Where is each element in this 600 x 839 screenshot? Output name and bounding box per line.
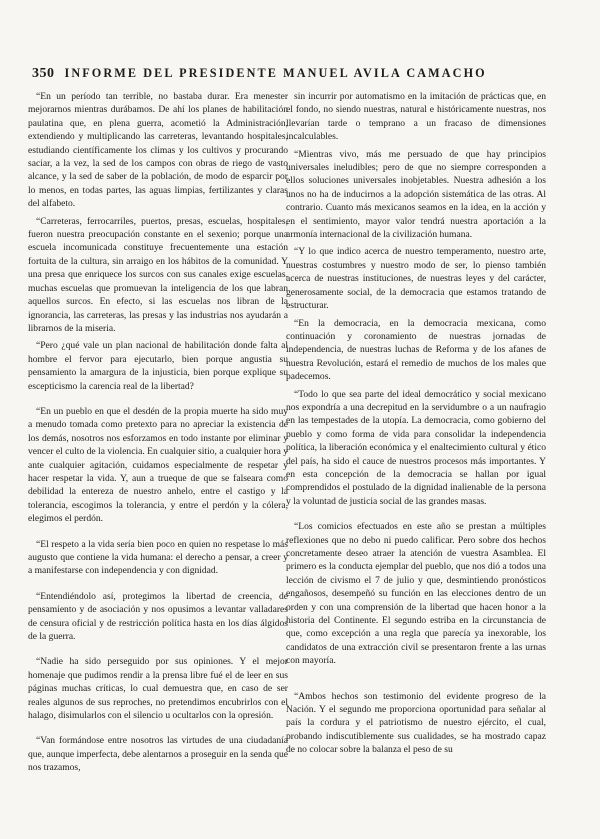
paragraph: “En un período tan terrible, no bastaba durar. Era menester mejorarnos mientras durábamos. De ahí los planes de habilitación paulatina que, en plena guerra, acometió la Administración, extendiendo y multiplicando las carreteras, levantando hospitales, estudiando científicamente los climas y los cultivos y procurando saciar, a la vez, la sed de los campos con obras de riego de vasto alcance, y la sed de saber de la población, de modo de esparcir por lo menos, en todas partes, las aguas limpias, fertilizantes y claras del alfabeto. [28,91,288,210]
paragraph: “Van formándose entre nosotros las virtudes de una ciudadanía que, aunque imperfecta, debe alentarnos a proseguir en la senda que nos trazamos, [28,735,288,774]
paragraph: “Ambos hechos son testimonio del evidente progreso de la Nación. Y el segundo me proporciona oportunidad para señalar al país la cordura y el patriotismo de nuestro ejército, el cual, probando indiscutiblemente sus cualidades, se ha mostrado capaz de no colocar sobre la balanza el peso de su [286,690,546,756]
paragraph: “Mientras vivo, más me persuado de que hay principios universales ineludibles; pero de que no siempre corresponden a ellos soluciones universales inobjetables. Nuestra adhesión a los unos no ha de inducirnos a la adopción sistemática de las otras. Al contrario. Cuanto más mexicanos seamos en la idea, en la acción y en el sentimiento, mayor valor tendrá nuestra aportación a la armonía internacional de la civilización humana. [286,148,546,241]
paragraph: “Todo lo que sea parte del ideal democrático y social mexicano nos expondría a una decrepitud en la servidumbre o a un naufragio en las tempestades de la utopía. La democracia, como gobierno del pueblo y como forma de vida para consolidar la independencia política, la liberación económica y el enaltecimiento cultural y ético del país, ha sido el cauce de nuestros procesos más importantes. Y en esta concepción de la democracia se hallan por igual comprendidos el postulado de la dignidad inalienable de la persona y la voluntad de justicia social de las grandes masas. [286,388,546,507]
paragraph: “El respeto a la vida sería bien poco en quien no respetase lo más augusto que contiene la vida humana: el derecho a pensar, a creer y a manifestarse con independencia y con dignidad. [28,538,288,577]
paragraph: “Los comicios efectuados en este año se prestan a múltiples reflexiones que no debo ni puedo calificar. Pero sobre dos hechos concretamente deseo atraer la atención de vuestra Asamblea. El primero es la conducta ejemplar del pueblo, que nos dió a todos una lección de civismo el 7 de julio y que, desmintiendo pronósticos engañosos, desempeñó su función en las elecciones dentro de un orden y con una comprensión de la libertad que hacen honor a la historia del Continente. El segundo estriba en la circunstancia de que, como excepción a una regla que parecía ya inexorable, los candidatos de una extracción civil se presentaron frente a las urnas con mayoría. [286,521,546,667]
running-head: INFORME DEL PRESIDENTE MANUEL AVILA CAMACHO [64,66,487,80]
paragraph: “Y lo que indico acerca de nuestro temperamento, nuestro arte, nuestras costumbres y nuestro modo de ser, lo pienso también acerca de nuestras instituciones, de nuestras leyes y del carácter, generosamente social, de la democracia que estamos tratando de estructurar. [286,246,546,312]
right-column [286,90,546,761]
paragraph: “En la democracia, en la democracia mexicana, como continuación y coronamiento de nuestras jornadas de independencia, de nuestras luchas de Reforma y de los afanes de nuestra Revolución, estará el remedio de muchos de los males que padecemos. [286,317,546,383]
paragraph: “Entendiéndolo así, protegimos la libertad de creencia, de pensamiento y de asociación y nos opusimos a levantar valladares de censura oficial y de restricción política hasta en los días álgidos de la guerra. [28,590,288,643]
paragraph: “Pero ¿qué vale un plan nacional de habilitación donde falta al hombre el fervor para ejecutarlo, bien porque angustia su pensamiento la amargura de la injusticia, bien porque explique su escepticismo la carencia real de la libertad? [28,340,288,392]
page-number: 350 [32,66,55,81]
paragraph: “En un pueblo en que el desdén de la propia muerte ha sido muy a menudo tomada como pretexto para no apreciar la existencia de los demás, nosotros nos esforzamos en todo instante por eliminar y vencer el culto de la violencia. En cualquier sitio, a cualquier hora y ante cualquier agitación, cuidamos especialmente de respetar y hacer respetar la vida. Y, aun a trueque de que se falseara como debilidad la entereza de nuestro anhelo, entre el castigo y la tolerancia, escogimos la tolerancia, y entre el perdón y la cólera, elegimos el perdón. [28,405,288,525]
paragraph: “Nadie ha sido perseguido por sus opiniones. Y el mejor homenaje que pudimos rendir a la prensa libre fué el de leer en sus páginas muchas críticas, lo cual demuestra que, en caso de ser reales algunos de sus reproches, no pretendimos encubrirlos con el halago, disimularlos con el silencio u ocultarlos con la opresión. [28,656,288,722]
left-column [28,90,288,779]
paragraph: “Carreteras, ferrocarriles, puertos, presas, escuelas, hospitales, fueron nuestra preocupación constante en el sexenio; porque una escuela incomunicada constituye frecuentemente una estación fortuita de la cultura, sin arraigo en los hábitos de la comunidad. Y una presa que enriquece los surcos con sus canales exige escuelas, muchas escuelas que promuevan la inteligencia de los que labran aquellos surcos. En efecto, si las escuelas nos libran de la ignorancia, las carreteras, las presas y las industrias nos ayudarán a librarnos de la miseria. [28,215,288,334]
page-header [32,66,572,86]
paragraph: sin incurrir por automatismo en la imitación de prácticas que, en el fondo, no siendo nuestras, natural e históricamente nuestras, nos llevarían tarde o temprano a un fracaso de dimensiones incalculables. [286,91,546,143]
